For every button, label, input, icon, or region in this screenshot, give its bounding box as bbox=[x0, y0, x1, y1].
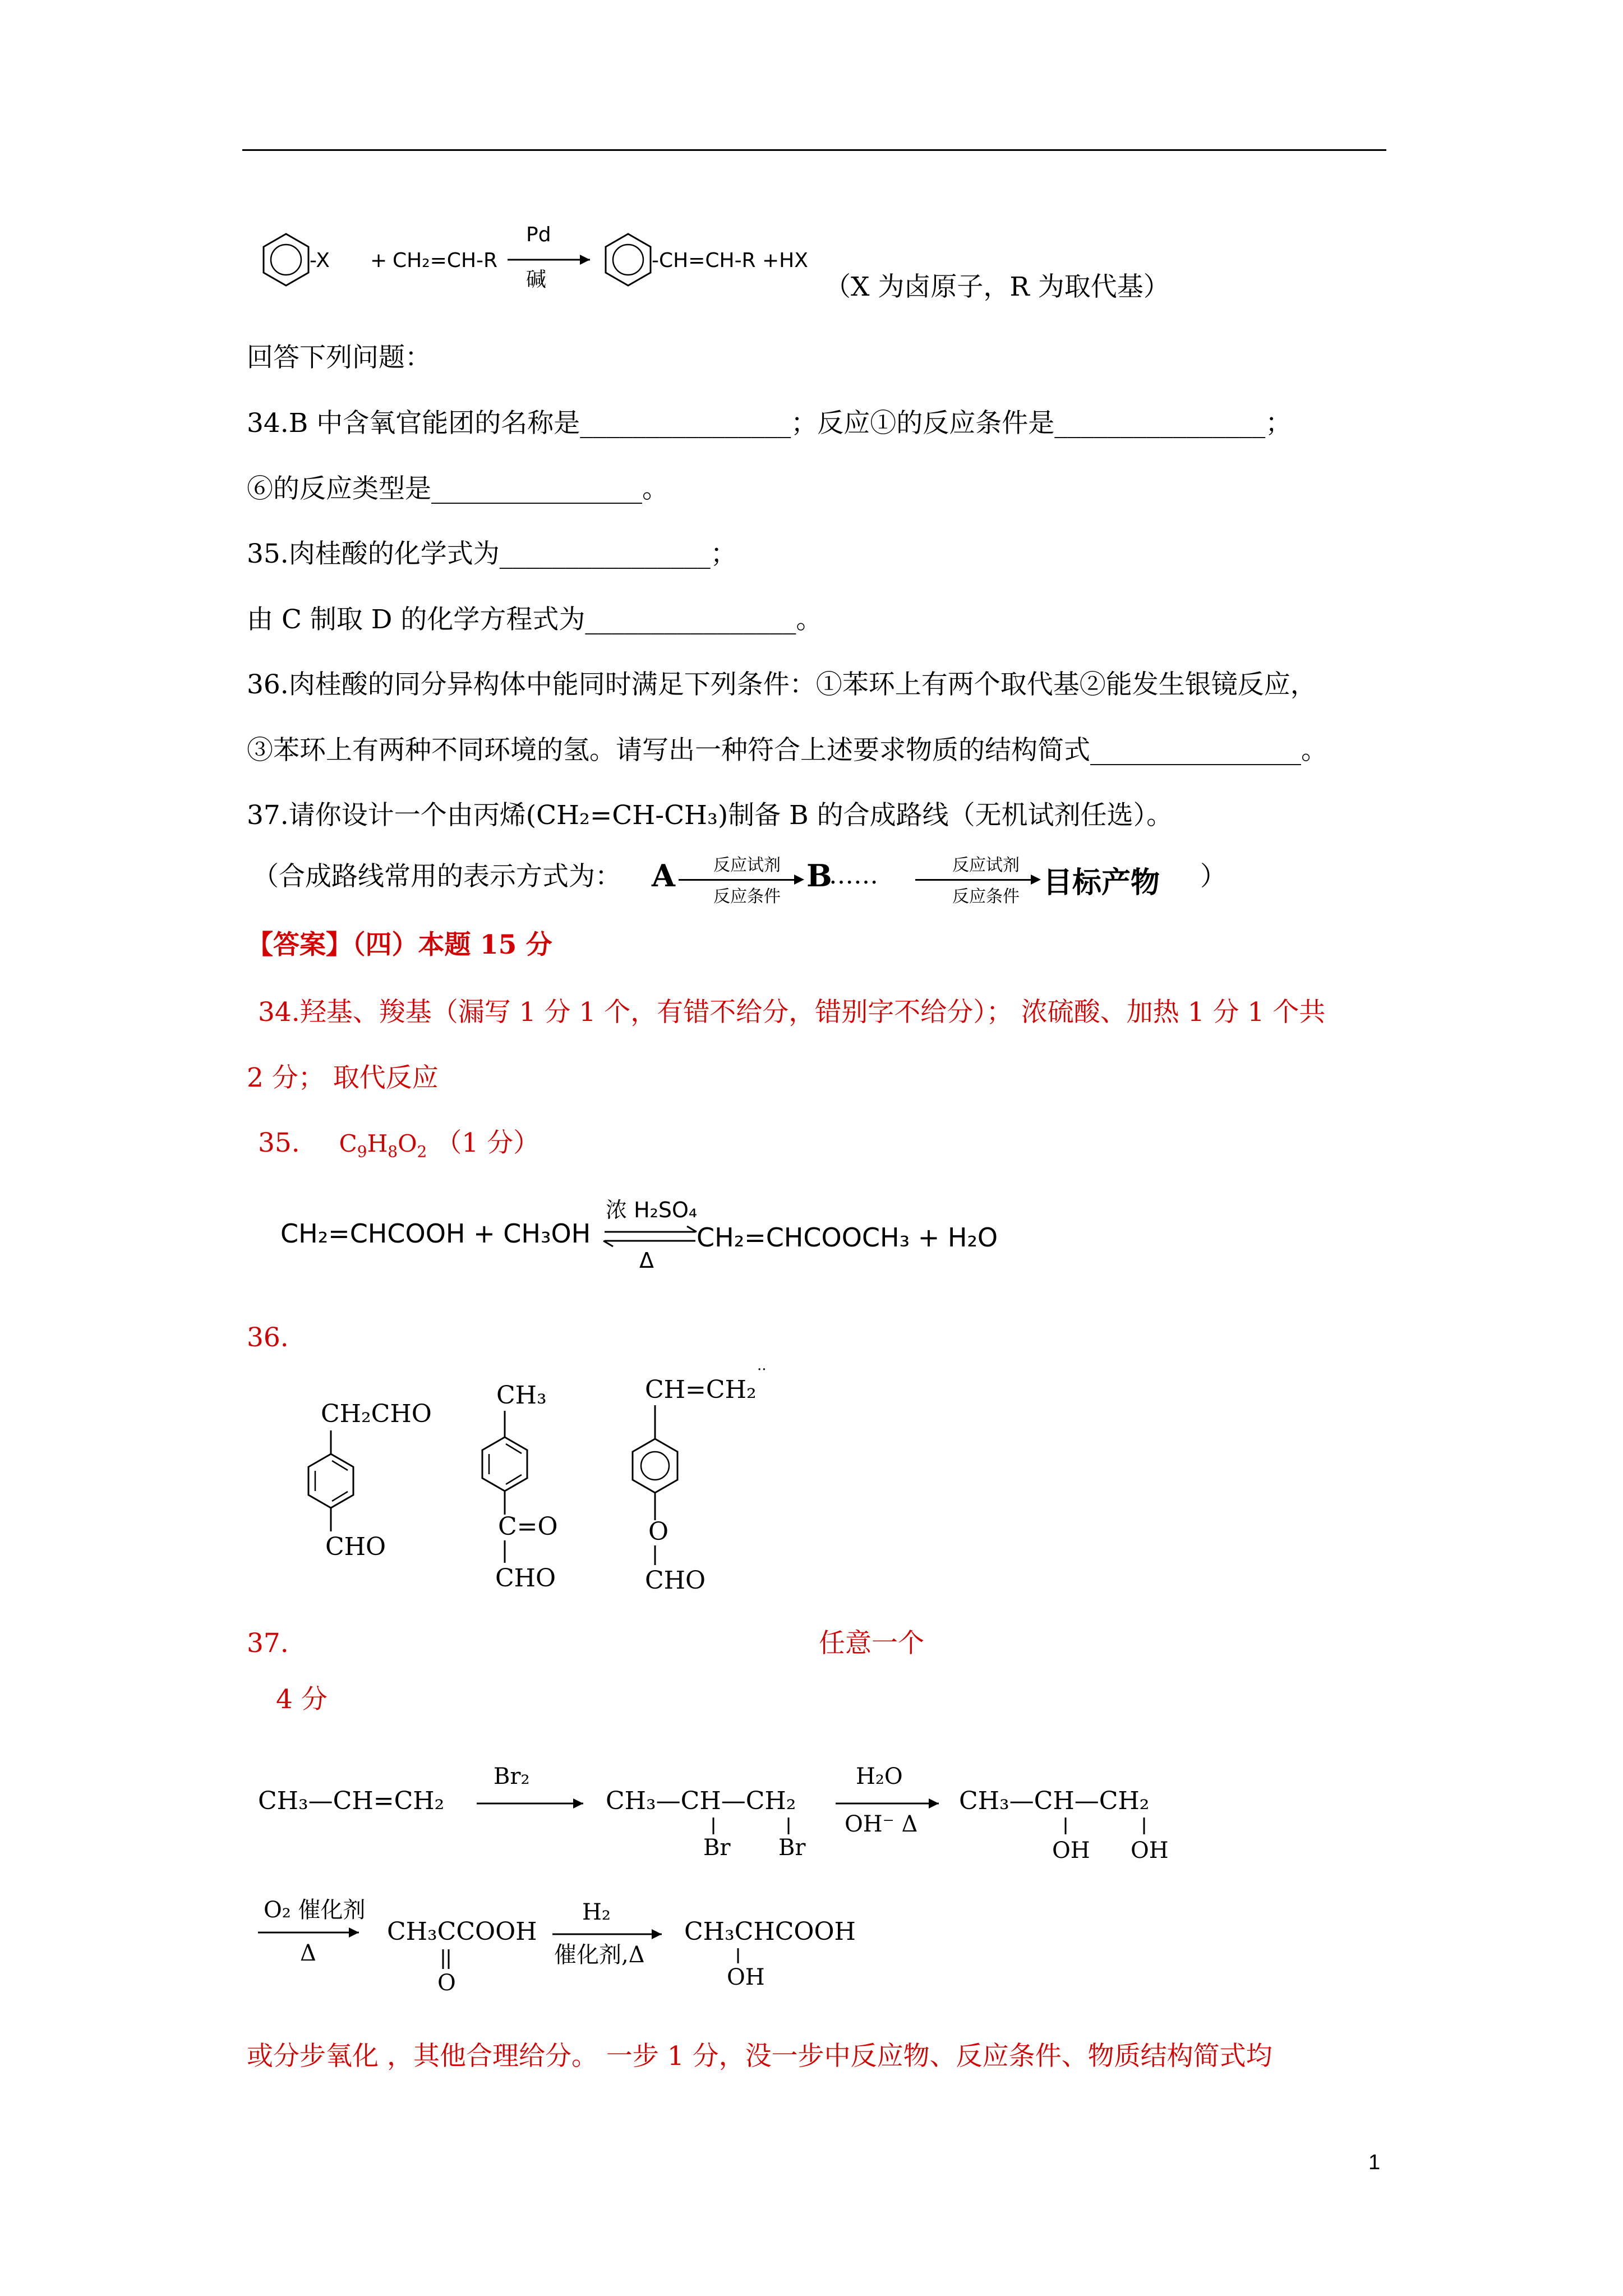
route-hint-cond2: 反应条件 bbox=[952, 887, 1020, 907]
route-s3-oh2: OH bbox=[1131, 1838, 1169, 1864]
answer-heading bbox=[247, 928, 552, 962]
answer-section: （四）本题 15 分 bbox=[352, 930, 552, 960]
route-s4: CH₃CCOOH bbox=[387, 1917, 537, 1946]
q36-line1: 36.肉桂酸的同分异构体中能同时满足下列条件：①苯环上有两个取代基②能发生银镜反应， bbox=[247, 669, 1317, 700]
q34-line1: 34.B 中含氧官能团的名称是________________；反应①的反应条件是________________； bbox=[247, 408, 1292, 439]
route-hint-cond1: 反应条件 bbox=[713, 887, 781, 907]
route-r2-top: H₂O bbox=[856, 1764, 903, 1789]
alkene-reagent: CH₂=CH-R bbox=[393, 249, 498, 272]
a34-line2: 2 分； 取代反应 bbox=[247, 1062, 439, 1093]
route-hint-dots: …… bbox=[829, 861, 878, 890]
route-s1: CH₃—CH=CH₂ bbox=[258, 1787, 445, 1815]
a34-line1: 34.羟基、羧基（漏写 1 分 1 个，有错不给分，错别字不给分）； 浓硫酸、加热 1 分 1 个共 bbox=[258, 997, 1326, 1028]
route-s3: CH₃—CH—CH₂ bbox=[959, 1787, 1150, 1815]
route-s5-oh: OH bbox=[727, 1964, 765, 1990]
score-4: 4 分 bbox=[276, 1684, 328, 1715]
route-s4-o: O bbox=[437, 1970, 456, 1996]
struct3-bottom: CHO bbox=[645, 1566, 706, 1595]
route-s5: CH₃CHCOOH bbox=[684, 1917, 856, 1946]
route-hint-reagent1: 反应试剂 bbox=[713, 855, 781, 875]
catalyst-pd: Pd bbox=[526, 223, 551, 246]
synthesis-route bbox=[247, 1739, 1481, 2008]
base-label: 碱 bbox=[526, 268, 547, 291]
route-s2-br1: Br bbox=[703, 1835, 731, 1861]
route-hint-open: （合成路线常用的表示方式为： bbox=[252, 861, 621, 892]
route-r4-top: H₂ bbox=[582, 1899, 611, 1925]
eq-products: CH₂=CHCOOCH₃ + H₂O bbox=[697, 1222, 998, 1253]
substituent-note: （X 为卤原子，R 为取代基） bbox=[824, 272, 1170, 302]
route-hint-b: B bbox=[806, 858, 832, 894]
closing-note: 或分步氧化 ，其他合理给分。 一步 1 分，没一步中反应物、反应条件、物质结构简式均 bbox=[247, 2041, 1272, 2072]
route-r1: Br₂ bbox=[494, 1764, 530, 1789]
benzene-ring-2 bbox=[606, 234, 651, 286]
route-hint-a: A bbox=[652, 858, 675, 894]
a35-number: 35. bbox=[258, 1128, 300, 1158]
route-hint-arrow2 bbox=[915, 879, 1034, 881]
route-hint-reagent2: 反应试剂 bbox=[952, 855, 1020, 875]
esterification-equation bbox=[275, 1189, 1032, 1285]
q36-line2: ③苯环上有两种不同环境的氢。请写出一种符合上述要求物质的结构简式________________。 bbox=[247, 735, 1327, 766]
struct1-top: CH₂CHO bbox=[321, 1400, 432, 1428]
structure-1 bbox=[308, 1400, 432, 1561]
a36-number: 36. bbox=[247, 1322, 289, 1353]
route-s2-br2: Br bbox=[778, 1835, 806, 1861]
x-label: -X bbox=[310, 249, 330, 272]
eq-heat: Δ bbox=[639, 1248, 654, 1273]
a35-line bbox=[258, 1126, 540, 1168]
route-r3-bottom: Δ bbox=[300, 1940, 316, 1966]
struct2-top: CH₃ bbox=[496, 1381, 547, 1410]
route-s3-oh1: OH bbox=[1052, 1838, 1090, 1864]
struct2-bottom: CHO bbox=[495, 1564, 556, 1593]
route-r3-top: O₂ 催化剂 bbox=[264, 1897, 366, 1923]
route-hint bbox=[252, 855, 1262, 906]
q34-line2: ⑥的反应类型是________________。 bbox=[247, 473, 668, 504]
top-reaction-scheme bbox=[258, 213, 1234, 325]
structure-3 bbox=[633, 1358, 767, 1595]
structure-2 bbox=[482, 1381, 558, 1593]
q37-line1: 37.请你设计一个由丙烯(CH₂=CH-CH₃)制备 B 的合成路线（无机试剂任选）。 bbox=[247, 800, 1173, 831]
route-r2-bottom: OH⁻ Δ bbox=[845, 1811, 918, 1837]
struct3-mid: O bbox=[648, 1517, 669, 1546]
route-hint-target: 目标产物 bbox=[1043, 866, 1160, 900]
struct1-bottom: CHO bbox=[325, 1533, 386, 1561]
intro-text: 回答下列问题： bbox=[247, 342, 431, 373]
route-hint-close: ） bbox=[1200, 861, 1227, 892]
struct2-mid: C=O bbox=[498, 1512, 558, 1541]
answer-tag: 【答案】 bbox=[247, 930, 352, 960]
q35-line1: 35.肉桂酸的化学式为________________； bbox=[247, 539, 737, 569]
product-label: -CH=CH-R +HX bbox=[652, 249, 808, 272]
struct3-dots: .. bbox=[757, 1358, 767, 1374]
route-s2: CH₃—CH—CH₂ bbox=[606, 1787, 796, 1815]
route-hint-arrow1 bbox=[679, 879, 797, 881]
a35-formula: $C_9H_8O_2$ bbox=[339, 1130, 427, 1161]
header-rule bbox=[242, 149, 1386, 151]
eq-catalyst: 浓 H₂SO₄ bbox=[606, 1198, 698, 1222]
isomer-structures bbox=[280, 1358, 841, 1644]
struct3-top: CH=CH₂ bbox=[645, 1375, 757, 1404]
a37-number: 37. bbox=[247, 1628, 289, 1659]
benzene-ring-1 bbox=[264, 234, 308, 286]
q35-line2: 由 C 制取 D 的化学方程式为________________。 bbox=[247, 604, 823, 635]
page-number: 1 bbox=[1368, 2151, 1381, 2174]
any-one-label: 任意一个 bbox=[819, 1628, 924, 1659]
eq-reactants: CH₂=CHCOOH + CH₃OH bbox=[280, 1218, 591, 1249]
plus-sign: + bbox=[370, 249, 388, 272]
route-r4-bottom: 催化剂,Δ bbox=[554, 1942, 645, 1968]
a35-score: （1 分） bbox=[435, 1128, 540, 1158]
